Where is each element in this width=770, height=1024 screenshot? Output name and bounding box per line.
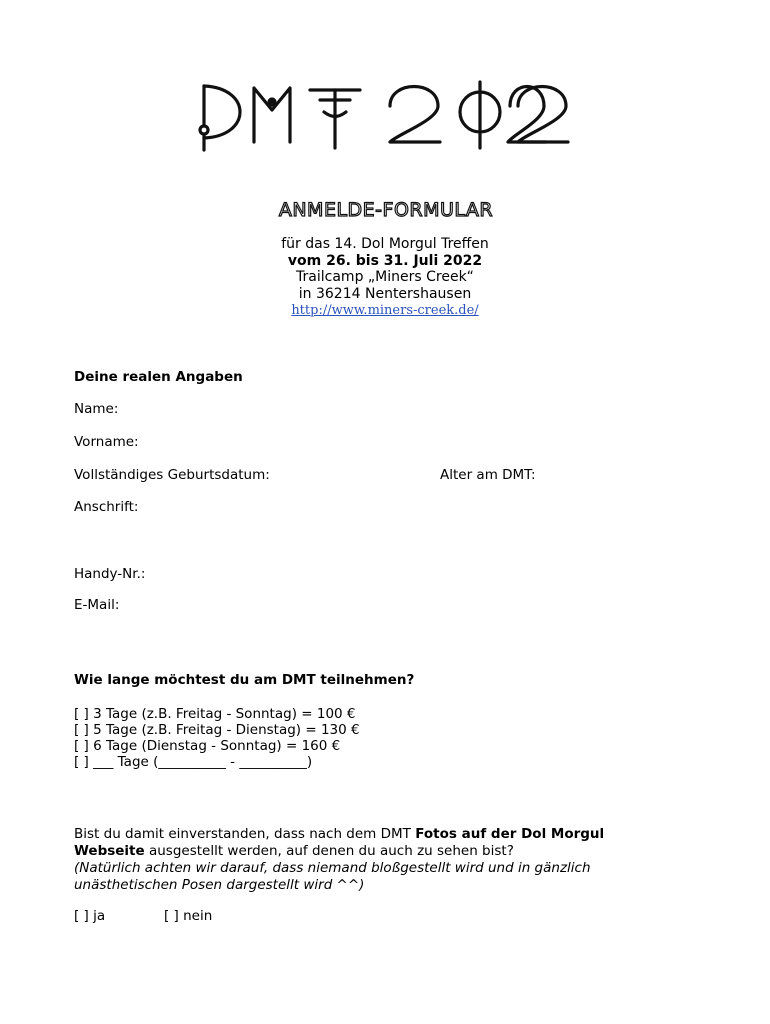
consent-text-1: Bist du damit einverstanden, dass nach dem DMT [74, 826, 416, 842]
option-5-days[interactable]: [ ] 5 Tage (z.B. Freitag - Dienstag) = 130 € [74, 722, 360, 738]
option-custom-days[interactable]: [ ] ___ Tage (__________ - __________) [74, 754, 313, 770]
logo-digit-icon [512, 76, 576, 160]
form-title [276, 196, 496, 228]
form-title-text: ANMELDE-FORMULAR [278, 199, 494, 221]
duration-heading: Wie lange möchtest du am DMT teilnehmen? [74, 672, 415, 688]
venue-link[interactable]: http://www.miners-creek.de/ [291, 303, 479, 318]
phone-label: Handy-Nr.: [74, 566, 146, 582]
event-location: in 36214 Nentershausen [298, 285, 472, 302]
birthdate-label: Vollständiges Geburtsdatum: [74, 467, 270, 483]
option-3-days[interactable]: [ ] 3 Tage (z.B. Freitag - Sonntag) = 100 € [74, 706, 356, 722]
age-label: Alter am DMT: [440, 467, 536, 483]
vorname-label: Vorname: [74, 434, 139, 450]
option-6-days[interactable]: [ ] 6 Tage (Dienstag - Sonntag) = 160 € [74, 738, 341, 754]
consent-bold: Fotos auf der Dol Morgul Webseite [74, 826, 605, 859]
event-name: für das 14. Dol Morgul Treffen [281, 236, 489, 252]
personal-heading: Deine realen Angaben [74, 369, 243, 385]
name-label: Name: [74, 401, 119, 417]
event-venue: Trailcamp „Miners Creek“ [296, 269, 474, 285]
email-label: E-Mail: [74, 597, 120, 613]
event-dates: vom 26. bis 31. Juli 2022 [287, 252, 483, 269]
consent-yes[interactable]: [ ] ja [74, 908, 106, 924]
event-info [0, 236, 770, 320]
photo-consent [74, 826, 674, 894]
consent-no[interactable]: [ ] nein [164, 908, 213, 924]
duration-options [74, 706, 360, 770]
address-label: Anschrift: [74, 499, 139, 515]
consent-text-2: ausgestellt werden, auf denen du auch zu sehen bist? [144, 843, 514, 859]
consent-note: (Natürlich achten wir darauf, dass niemand bloßgestellt wird und in gänzlich unästhetischen Posen dargestellt wird ^^) [74, 860, 591, 893]
